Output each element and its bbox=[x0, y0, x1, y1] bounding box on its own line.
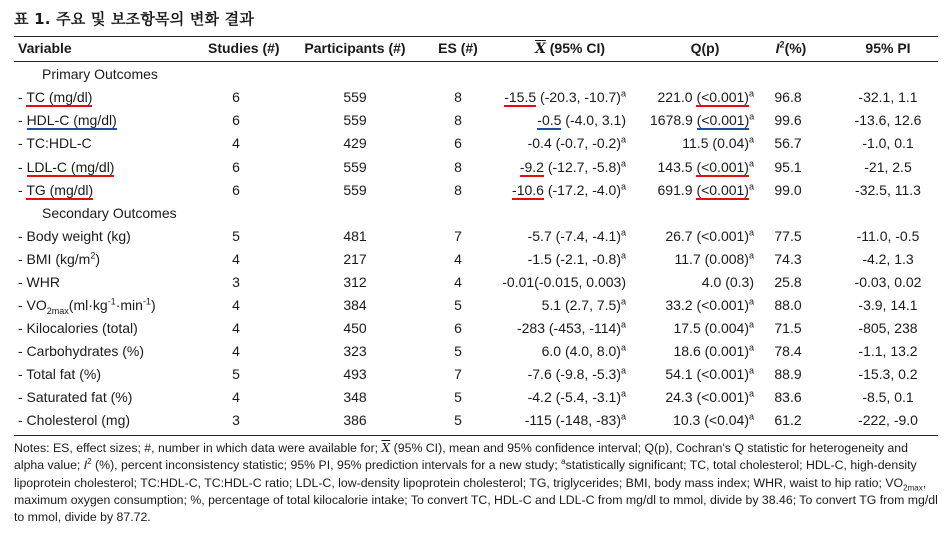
table-row bbox=[0, 363, 948, 386]
i2-cell: 56.7 bbox=[774, 135, 802, 152]
table-header-rule bbox=[14, 61, 938, 62]
participants-cell: 559 bbox=[343, 112, 367, 129]
es-cell: 7 bbox=[454, 228, 462, 244]
i2-cell: 77.5 bbox=[774, 228, 802, 244]
mean-ci-cell: -115 (-148, -83)$^a$ bbox=[524, 411, 626, 429]
pi-cell: -13.6, 12.6 bbox=[854, 112, 922, 129]
variable-label: - WHR bbox=[18, 274, 60, 291]
q-cell: 691.9 (<0.001)$^a$ bbox=[657, 181, 754, 198]
variable-cell bbox=[18, 225, 131, 248]
mean-ci-cell: 5.1 (2.7, 7.5)$^a$ bbox=[541, 296, 626, 314]
es-cell: 6 bbox=[454, 320, 462, 337]
q-cell: 221.0 (<0.001)$^a$ bbox=[657, 88, 754, 105]
variable-cell bbox=[18, 317, 138, 340]
participants-cell: 429 bbox=[343, 135, 367, 152]
i2-cell: 78.4 bbox=[774, 343, 802, 360]
pi-cell: -805, 238 bbox=[858, 320, 918, 337]
participants-cell: 323 bbox=[343, 343, 367, 360]
studies-cell: 3 bbox=[232, 412, 240, 429]
pi-cell: -4.2, 1.3 bbox=[862, 251, 914, 268]
header-q: Q(p) bbox=[690, 40, 720, 56]
table-row bbox=[0, 386, 948, 409]
mean-ci-cell: 6.0 (4.0, 8.0)$^a$ bbox=[541, 342, 626, 360]
mean-ci-cell: -5.7 (-7.4, -4.1)$^a$ bbox=[527, 227, 626, 244]
q-cell: 17.5 $(0.004)^a$ bbox=[673, 319, 754, 337]
variable-label: TC (mg/dl) bbox=[26, 89, 93, 105]
q-cell: 24.3 (<0.001)$^a$ bbox=[665, 388, 754, 406]
q-p-value: (0.04) bbox=[712, 135, 749, 152]
q-p-value: (<0.001) bbox=[696, 89, 749, 105]
studies-cell: 4 bbox=[232, 389, 240, 406]
mean-ci-cell: -9.2 (-12.7, -5.8)$^a$ bbox=[519, 157, 626, 175]
studies-cell: 4 bbox=[232, 135, 240, 152]
q-cell: 4.0 (0.3) bbox=[701, 274, 754, 291]
variable-cell bbox=[18, 409, 130, 432]
participants-cell: 384 bbox=[343, 297, 367, 314]
table-row bbox=[0, 132, 948, 155]
pi-cell: -0.03, 0.02 bbox=[854, 274, 922, 291]
i2-cell: 88.0 bbox=[774, 297, 802, 314]
header-i2: $I^2(\%)$ bbox=[775, 39, 807, 56]
mean-ci-cell: -4.2 (-5.4, -3.1)$^a$ bbox=[527, 388, 626, 406]
q-p-value: (<0.001) bbox=[696, 181, 749, 198]
table-row bbox=[0, 409, 948, 432]
es-cell: 7 bbox=[454, 366, 462, 383]
pi-cell: -32.5, 11.3 bbox=[855, 181, 921, 198]
pi-cell: -8.5, 0.1 bbox=[862, 389, 914, 406]
q-cell: 18.6 $(0.001)^a$ bbox=[673, 342, 754, 360]
pi-cell: -222, -9.0 bbox=[858, 412, 918, 429]
header-es: ES (#) bbox=[438, 40, 478, 56]
q-cell: 33.2 (<0.001)$^a$ bbox=[665, 296, 754, 314]
studies-cell: 4 bbox=[232, 251, 240, 268]
q-cell: 1678.9 (<0.001)$^a$ bbox=[650, 111, 755, 129]
mean-ci-cell: -7.6 (-9.8, -5.3)$^a$ bbox=[527, 365, 626, 383]
table-header-row bbox=[0, 37, 948, 60]
mean-value: -9.2 bbox=[519, 158, 544, 175]
variable-cell bbox=[18, 340, 144, 363]
i2-cell: 61.2 bbox=[774, 412, 802, 429]
i2-cell: 88.9 bbox=[774, 366, 802, 383]
section-primary: Primary Outcomes bbox=[42, 66, 158, 82]
participants-cell: 481 bbox=[343, 228, 367, 244]
q-cell: 11.5 $(0.04)^a$ bbox=[682, 134, 754, 152]
table-row bbox=[0, 86, 948, 109]
studies-cell: 5 bbox=[232, 228, 240, 244]
pi-cell: -32.1, 1.1 bbox=[858, 89, 918, 105]
participants-cell: 312 bbox=[343, 274, 367, 291]
xbar-symbol: $\overline{X}$ bbox=[535, 41, 546, 57]
table-row bbox=[0, 340, 948, 363]
q-cell: 10.3 (<0.04)$^a$ bbox=[673, 411, 754, 429]
table-row bbox=[0, 109, 948, 132]
variable-label: - Kilocalories (total) bbox=[18, 320, 138, 337]
table-row bbox=[0, 248, 948, 271]
variable-label: - Carbohydrates (%) bbox=[18, 343, 145, 360]
participants-cell: 450 bbox=[343, 320, 367, 337]
participants-cell: 559 bbox=[343, 181, 367, 198]
mean-value: -0.4 bbox=[527, 135, 552, 152]
table-row bbox=[0, 294, 948, 317]
mean-value: -10.6 bbox=[512, 181, 544, 198]
studies-cell: 6 bbox=[232, 112, 240, 129]
mean-ci-cell: -1.5 (-2.1, -0.8)$^a$ bbox=[527, 250, 626, 268]
q-p-value: (<0.001) bbox=[696, 158, 749, 175]
participants-cell: 217 bbox=[343, 251, 367, 268]
studies-cell: 5 bbox=[232, 366, 240, 383]
variable-label: - Total fat (%) bbox=[18, 366, 101, 383]
mean-ci-cell: -0.5 (-4.0, 3.1) bbox=[537, 112, 626, 129]
participants-cell: 559 bbox=[343, 89, 367, 105]
mean-value: -0.5 bbox=[537, 112, 562, 129]
mean-ci-cell: -0.01(-0.015, 0.003) bbox=[502, 274, 626, 291]
table-row bbox=[0, 179, 948, 202]
studies-cell: 6 bbox=[232, 158, 240, 175]
mean-ci-cell: -283 (-453, -114)$^a$ bbox=[516, 319, 626, 337]
variable-label: - BMI (kg/m bbox=[18, 251, 91, 268]
variable-cell: - TG (mg/dl) bbox=[18, 181, 94, 198]
variable-cell: - TC (mg/dl) bbox=[18, 89, 93, 105]
i2-cell: 95.1 bbox=[774, 158, 802, 175]
participants-cell: 493 bbox=[343, 366, 367, 383]
es-cell: 8 bbox=[454, 181, 462, 198]
es-cell: 5 bbox=[454, 389, 462, 406]
studies-cell: 4 bbox=[232, 297, 240, 314]
mean-ci-cell: -0.4 (-0.7, -0.2)$^a$ bbox=[527, 134, 626, 152]
section-secondary: Secondary Outcomes bbox=[42, 205, 177, 221]
pi-cell: -11.0, -0.5 bbox=[856, 228, 920, 244]
participants-cell: 348 bbox=[343, 389, 367, 406]
variable-label: TG (mg/dl) bbox=[26, 181, 94, 198]
table-notes: Notes: ES, effect sizes; #, number in which data were available for; $\overline{X}$ (95% CI), mean and 95% confidence interval; Q(p), Cochran's Q statistic for heterogeneity and alpha value; $I^2$ (%), percent inconsistency statistic; 95% PI, 95% prediction intervals for a new study; $^a$statistically significant; TC, total cholesterol; HDL-C, high-density lipoprotein cholesterol; TC:HDL-C, TC:HDL-C ratio; LDL-C, low-density lipoprotein cholesterol; TG, triglycerides; BMI, body mass index; WHR, waist to hip ratio; $VO_{2max}$, maximum oxygen consumption; %, percentage of total kilocalorie intake; To convert TC, HDL-C and LDL-C from mg/dl to mmol, divide by 38.46; To convert TG from mg/dl to mmol, divide by 87.72. bbox=[14, 441, 938, 525]
q-cell: 11.7 $(0.008)^a$ bbox=[674, 250, 754, 268]
header-variable: Variable bbox=[18, 40, 72, 56]
variable-cell: - BMI $(kg/m^2)$ bbox=[18, 250, 101, 268]
mean-value: -15.5 bbox=[504, 89, 537, 105]
table-row bbox=[0, 317, 948, 340]
header-participants: Participants (#) bbox=[304, 40, 406, 56]
variable-label: - Saturated fat (%) bbox=[18, 389, 133, 406]
mean-ci-cell: -15.5 (-20.3, -10.7)$^a$ bbox=[504, 88, 626, 105]
i2-cell: 25.8 bbox=[774, 274, 802, 291]
q-p-value: (<0.001) bbox=[696, 112, 750, 129]
variable-label: LDL-C (mg/dl) bbox=[26, 158, 115, 175]
header-pi: 95% PI bbox=[865, 40, 911, 56]
studies-cell: 4 bbox=[232, 343, 240, 360]
es-cell: 6 bbox=[454, 135, 462, 152]
variable-cell bbox=[18, 363, 101, 386]
es-cell: 4 bbox=[454, 251, 462, 268]
variable-label: TC:HDL-C bbox=[26, 135, 92, 152]
studies-cell: 6 bbox=[232, 89, 240, 105]
es-cell: 5 bbox=[454, 297, 462, 314]
header-mean-ci: $\overline{X}$ (95% CI) bbox=[535, 40, 605, 57]
studies-cell: 3 bbox=[232, 274, 240, 291]
pi-cell: -1.1, 13.2 bbox=[858, 343, 918, 360]
variable-label: - Cholesterol (mg) bbox=[18, 412, 131, 429]
es-cell: 4 bbox=[454, 274, 462, 291]
q-cell: 143.5 (<0.001)$^a$ bbox=[657, 157, 754, 175]
es-cell: 8 bbox=[454, 89, 462, 105]
es-cell: 8 bbox=[454, 158, 462, 175]
notes-xbar-symbol: $\overline{X}$ bbox=[381, 441, 391, 455]
table-row bbox=[0, 225, 948, 248]
variable-cell: - HDL-C (mg/dl) bbox=[18, 112, 117, 129]
i2-cell: 83.6 bbox=[774, 389, 802, 406]
variable-cell bbox=[18, 271, 60, 294]
variable-cell bbox=[18, 386, 132, 409]
variable-cell: - $VO_{2max}(ml\cdot kg^{-1}\cdot\min^{-1})$ bbox=[18, 296, 156, 316]
table-row bbox=[0, 156, 948, 179]
es-cell: 5 bbox=[454, 412, 462, 429]
participants-cell: 386 bbox=[343, 412, 367, 429]
q-cell: 26.7 (<0.001)$^a$ bbox=[665, 227, 754, 244]
mean-ci-cell: -10.6 (-17.2, -4.0)$^a$ bbox=[512, 181, 626, 198]
i2-cell: 99.6 bbox=[774, 112, 802, 129]
pi-cell: -15.3, 0.2 bbox=[858, 366, 918, 383]
es-cell: 8 bbox=[454, 112, 462, 129]
q-cell: 54.1 (<0.001)$^a$ bbox=[665, 365, 754, 383]
variable-label: HDL-C (mg/dl) bbox=[26, 112, 117, 129]
header-studies: Studies (#) bbox=[208, 40, 280, 56]
table-bottom-rule bbox=[14, 435, 938, 436]
es-cell: 5 bbox=[454, 343, 462, 360]
studies-cell: 4 bbox=[232, 320, 240, 337]
pi-cell: -1.0, 0.1 bbox=[862, 135, 914, 152]
studies-cell: 6 bbox=[232, 181, 240, 198]
pi-cell: -3.9, 14.1 bbox=[858, 297, 918, 314]
table-title: 표 1. 주요 및 보조항목의 변화 결과 bbox=[14, 10, 255, 28]
i2-cell: 71.5 bbox=[774, 320, 802, 337]
participants-cell: 559 bbox=[343, 158, 367, 175]
variable-cell: - TC:HDL-C bbox=[18, 135, 92, 152]
variable-label: - Body weight (kg) bbox=[18, 228, 131, 244]
i2-cell: 96.8 bbox=[774, 89, 802, 105]
i2-cell: 99.0 bbox=[774, 181, 802, 198]
pi-cell: -21, 2.5 bbox=[864, 158, 912, 175]
variable-cell: - LDL-C (mg/dl) bbox=[18, 158, 115, 175]
i2-cell: 74.3 bbox=[774, 251, 802, 268]
table-row bbox=[0, 271, 948, 294]
